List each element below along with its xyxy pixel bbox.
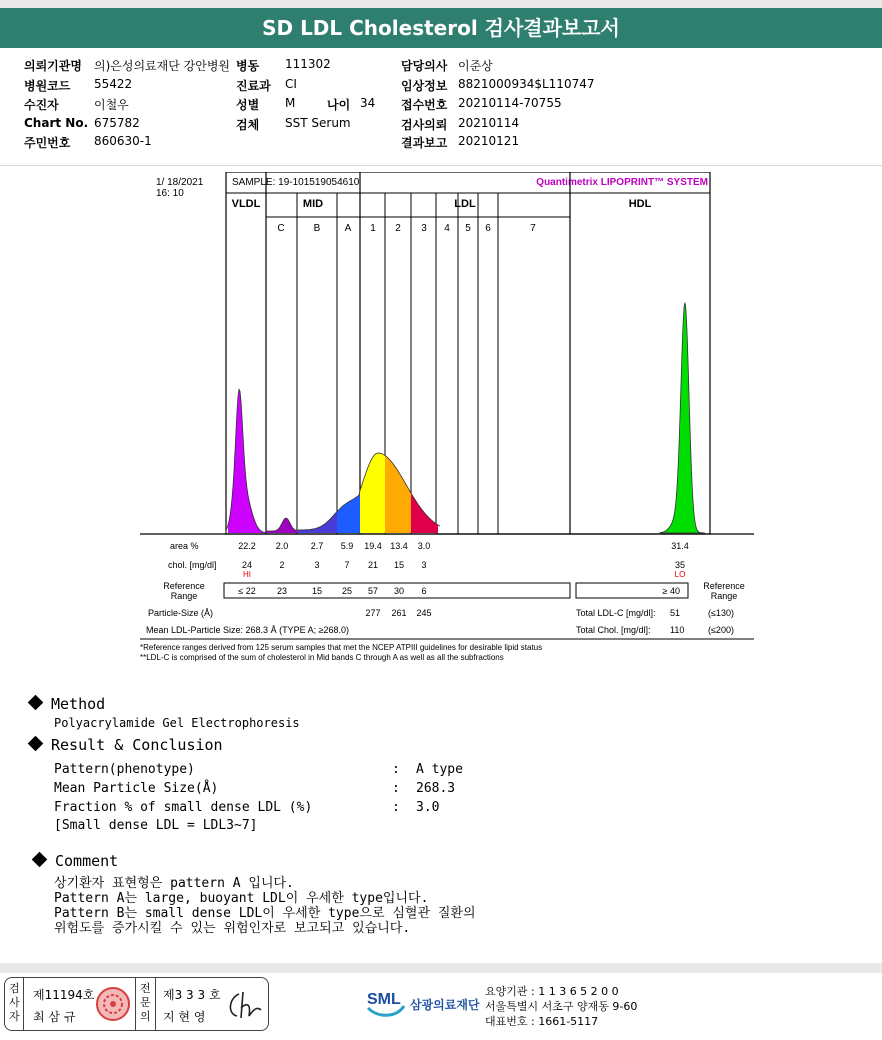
band-label: B	[313, 223, 321, 234]
reference-value: 25	[341, 586, 353, 596]
band-label: 1	[370, 223, 376, 234]
reference-label-left-2: Range	[170, 591, 198, 601]
band-label: 4	[444, 223, 450, 234]
hospital-code-value: 55422	[94, 77, 133, 91]
receipt-no-value: 20210114-70755	[458, 96, 562, 110]
clinical-info-value: 8821000934$L110747	[458, 77, 595, 91]
chol-value: 3	[314, 560, 320, 570]
method-heading: Method	[30, 695, 105, 713]
total-chol-value: 110	[670, 625, 685, 635]
clinical-info-label: 임상정보	[401, 79, 448, 93]
sml-logo-icon	[366, 984, 406, 1018]
comment-line: 상기환자 표현형은 pattern A 입니다.	[54, 876, 294, 891]
specialist-license: 제3 3 3 호	[163, 988, 221, 1002]
sex-label: 성별	[236, 98, 260, 112]
reference-label-right: Reference	[703, 581, 745, 591]
band-label: 3	[421, 223, 427, 234]
chol-value: 15	[393, 560, 405, 570]
system-title: Quantimetrix LIPOPRINT™ SYSTEM	[536, 177, 708, 188]
sex-value: M	[285, 96, 296, 110]
particle-size-value: 245	[416, 608, 432, 618]
result-row-colon: :	[392, 800, 400, 815]
diamond-bullet-icon	[28, 736, 44, 752]
doctor-value: 이준상	[458, 59, 493, 73]
reference-value: 15	[311, 586, 323, 596]
area-row-label: area %	[170, 541, 199, 551]
reference-value: 57	[367, 586, 379, 596]
particle-size-value: 277	[365, 608, 381, 618]
result-row-label: Fraction % of small dense LDL (%)	[54, 800, 313, 815]
comment-line: Pattern A는 large, buoyant LDL이 우세한 type입니다.	[54, 891, 429, 906]
tester-label: 검사자	[9, 982, 20, 1023]
peak-ldl1	[360, 453, 385, 533]
total-chol-label: Total Chol. [mg/dl]:	[576, 625, 651, 635]
hospital-code-label: 병원코드	[24, 79, 71, 93]
official-seal-icon	[95, 986, 131, 1022]
institution-value: 의)은성의료재단 강안병원	[94, 59, 231, 73]
particle-size-label: Particle-Size (Å)	[148, 608, 214, 618]
specialist-label: 전문의	[140, 982, 151, 1023]
ward-label: 병동	[236, 59, 260, 73]
tester-name: 최 삼 규	[33, 1010, 76, 1024]
department-value: CI	[285, 77, 297, 91]
chol-value: 35	[674, 560, 686, 570]
org-name: 삼광의료재단	[410, 998, 480, 1012]
org-code: 요양기관 : 1 1 3 6 5 2 0 0	[485, 985, 619, 998]
area-value: 31.4	[671, 541, 689, 551]
chol-value: 21	[367, 560, 379, 570]
band-label: 6	[485, 223, 491, 234]
reference-label-left: Reference	[163, 581, 205, 591]
chol-row-label: chol. [mg/dl]	[168, 560, 217, 570]
report-date-label: 결과보고	[401, 136, 448, 150]
peak-vldl	[228, 389, 266, 533]
reference-value: 23	[276, 586, 288, 596]
area-value: 22.2	[238, 541, 256, 551]
result-row-colon: :	[392, 781, 400, 796]
result-row-value: 3.0	[416, 800, 440, 815]
specimen-value: SST Serum	[285, 116, 351, 130]
area-value: 2.7	[310, 541, 324, 551]
area-value: 3.0	[417, 541, 431, 551]
band-group-label: HDL	[628, 198, 652, 210]
report-date-value: 20210121	[458, 134, 520, 148]
band-label: 7	[530, 223, 536, 234]
hdl-flag: LO	[674, 570, 686, 579]
footnote-2: **LDL-C is comprised of the sum of cholesterol in Mid bands C through A as well as all the subfractions	[140, 653, 504, 662]
comment-heading: Comment	[34, 852, 118, 870]
report-title: SD LDL Cholesterol 검사결과보고서	[0, 8, 882, 48]
hdl-reference-value: ≥ 40	[662, 586, 680, 596]
reference-label-right-2: Range	[710, 591, 738, 601]
peak-hdl	[660, 303, 705, 533]
result-row-value: 268.3	[416, 781, 456, 796]
result-row-label: Mean Particle Size(Å)	[54, 781, 219, 796]
top-strip	[0, 0, 882, 8]
org-phone: 대표번호 : 1661-5117	[485, 1015, 599, 1028]
bottom-strip	[0, 963, 882, 973]
age-label: 나이	[327, 98, 351, 112]
method-text: Polyacrylamide Gel Electrophoresis	[54, 716, 300, 730]
band-group-label: MID	[302, 198, 324, 210]
result-row-value: A type	[416, 762, 463, 777]
department-label: 진료과	[236, 79, 271, 93]
tester-license: 제11194호	[33, 988, 95, 1002]
band-group-label: VLDL	[231, 198, 261, 210]
chol-value: 7	[344, 560, 350, 570]
mean-size-text: Mean LDL-Particle Size: 268.3 Å (TYPE A; ≥268.0)	[146, 625, 350, 635]
reference-value: 30	[393, 586, 405, 596]
reference-value: 6	[421, 586, 427, 596]
chart-no-value: 675782	[94, 116, 140, 130]
ward-value: 111302	[285, 57, 331, 71]
age-value: 34	[360, 96, 376, 110]
svg-text:SML: SML	[367, 991, 401, 1008]
band-group-label: LDL	[454, 198, 476, 210]
signature-box	[4, 977, 269, 1031]
request-date-value: 20210114	[458, 116, 520, 130]
org-address: 서울특별시 서초구 양재동 9-60	[485, 1000, 638, 1013]
chart-no-label: Chart No.	[24, 116, 89, 130]
area-value: 19.4	[364, 541, 382, 551]
chol-value: 2	[279, 560, 285, 570]
band-label: 5	[465, 223, 471, 234]
band-label: A	[344, 223, 352, 234]
specimen-label: 검체	[236, 118, 260, 132]
patient-info-header	[0, 48, 882, 166]
area-value: 2.0	[275, 541, 289, 551]
area-value: 5.9	[340, 541, 354, 551]
particle-size-value: 261	[391, 608, 407, 618]
peak-ldl2	[385, 456, 411, 534]
chart-time: 16: 10	[156, 188, 184, 199]
total-ldl-label: Total LDL-C [mg/dl]:	[576, 608, 656, 618]
doctor-label: 담당의사	[401, 59, 448, 73]
org-logo	[366, 984, 406, 1022]
band-label: C	[277, 223, 285, 234]
request-date-label: 검사의뢰	[401, 118, 448, 132]
resident-no-label: 주민번호	[24, 136, 71, 150]
comment-line: 위험도를 증가시킬 수 있는 위험인자로 보고되고 있습니다.	[54, 921, 411, 936]
reference-value: ≤ 22	[238, 586, 256, 596]
sample-id: SAMPLE: 19-101519054610	[232, 177, 360, 188]
receipt-no-label: 접수번호	[401, 98, 448, 112]
chart-date: 1/ 18/2021	[156, 177, 204, 188]
institution-field: 의뢰기관명	[24, 59, 82, 73]
patient-value: 이철우	[94, 98, 129, 112]
resident-no-value: 860630-1	[94, 134, 152, 148]
total-ldl-value: 51	[670, 608, 681, 618]
chol-value: 3	[421, 560, 427, 570]
patient-label: 수진자	[24, 98, 59, 112]
diamond-bullet-icon	[32, 852, 48, 868]
result-heading: Result & Conclusion	[30, 736, 223, 754]
vldl-flag: HI	[243, 570, 251, 579]
specialist-name: 지 현 영	[163, 1010, 206, 1024]
chol-value: 24	[241, 560, 253, 570]
footnote-1: *Reference ranges derived from 125 serum samples that met the NCEP ATPIII guidelines for desirable lipid status	[140, 643, 543, 652]
result-row-label: Pattern(phenotype)	[54, 762, 195, 777]
signature-icon	[225, 988, 265, 1022]
result-row-colon: :	[392, 762, 400, 777]
area-value: 13.4	[390, 541, 408, 551]
small-dense-note: [Small dense LDL = LDL3~7]	[54, 818, 258, 833]
diamond-bullet-icon	[28, 695, 44, 711]
comment-line: Pattern B는 small dense LDL이 우세한 type으로 심혈관 질환의	[54, 906, 476, 921]
band-label: 2	[395, 223, 401, 234]
total-chol-ref: (≤200)	[708, 625, 734, 635]
lipoprint-chart	[140, 172, 760, 672]
lipoprint-svg	[140, 172, 760, 672]
total-ldl-ref: (≤130)	[708, 608, 734, 618]
